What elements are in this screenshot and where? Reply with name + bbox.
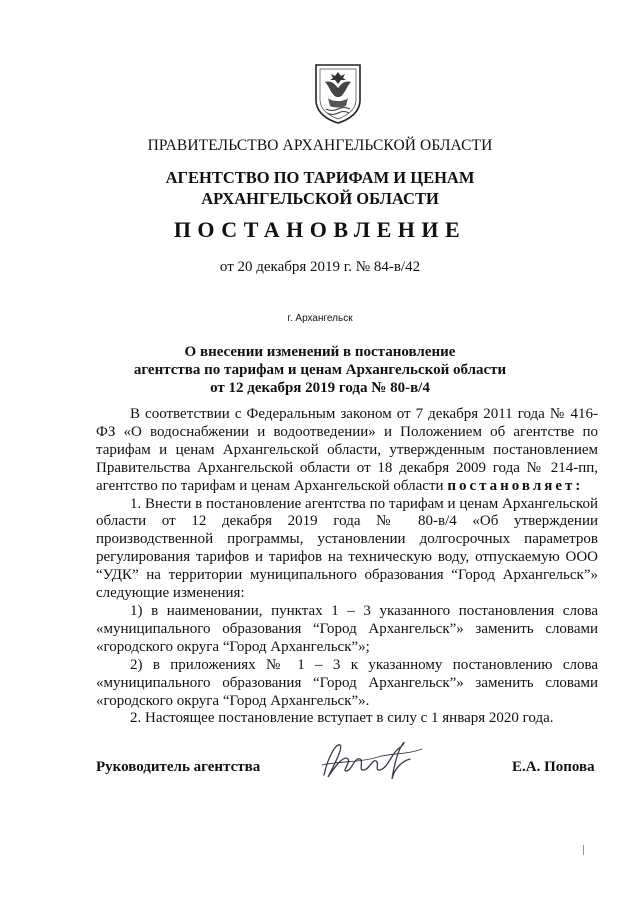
margin-mark xyxy=(582,842,585,852)
agency-name-line1: АГЕНТСТВО ПО ТАРИФАМ И ЦЕНАМ xyxy=(165,168,475,187)
item-1-subitem-1: 1) в наименовании, пунктах 1 – 3 указанного постановления слова «муниципального образования “Город Архангельск”» заменить словами «городского округа “Город Архангельск”»; xyxy=(96,602,598,655)
preamble-paragraph xyxy=(96,406,598,496)
signatory-name: Е.А. Попова xyxy=(512,759,595,775)
item-1-subitem-2: 2) в приложениях № 1 – 3 к указанному постановлению слова «муниципального образования “Город Архангельск”» заменить словами «городского округа “Город Архангельск”». xyxy=(96,656,598,709)
document-body xyxy=(96,406,598,728)
agency-name-line2: АРХАНГЕЛЬСКОЙ ОБЛАСТИ xyxy=(201,189,439,208)
item-2: 2. Настоящее постановление вступает в силу с 1 января 2020 года. xyxy=(130,710,554,727)
handwritten-signature-icon xyxy=(318,735,426,785)
agency-name xyxy=(0,167,640,209)
preamble-text: В соответствии с Федеральным законом от 7 декабря 2011 года № 416-ФЗ «О водоснабжении и водоотведении» и Положением об агентстве по тарифам и ценам Архангельской области, утвержденным постановлением Правительства Архангельской области от 18 декабря 2009 года № 214-пп, агентство по тарифам и ценам Архангельской области xyxy=(96,406,598,494)
government-name: ПРАВИТЕЛЬСТВО АРХАНГЕЛЬСКОЙ ОБЛАСТИ xyxy=(147,137,493,154)
document-city: г. Архангельск xyxy=(287,313,353,324)
subject-line2: агентства по тарифам и ценам Архангельской области xyxy=(133,362,507,378)
item-1: 1. Внести в постановление агентства по тарифам и ценам Архангельской области от 12 декабря 2019 года № 80-в/4 «Об утверждении производственной программы, установлении долгосрочных параметров регулирования тарифов и тарифов на техническую воду, отпускаемую ООО “УДК” на территории муниципального образования “Город Архангельск”» следующие изменения: xyxy=(96,495,598,602)
document-date-number: от 20 декабря 2019 г. № 84-в/42 xyxy=(219,259,421,275)
resolves-word: постановляет: xyxy=(447,477,584,494)
signatory-title: Руководитель агентства xyxy=(96,759,261,775)
document-type: ПОСТАНОВЛЕНИЕ xyxy=(173,217,467,242)
subject-line3: от 12 декабря 2019 года № 80-в/4 xyxy=(210,380,430,396)
subject-line1: О внесении изменений в постановление xyxy=(184,344,456,360)
coat-of-arms-icon xyxy=(313,62,363,124)
document-subject xyxy=(0,343,640,397)
